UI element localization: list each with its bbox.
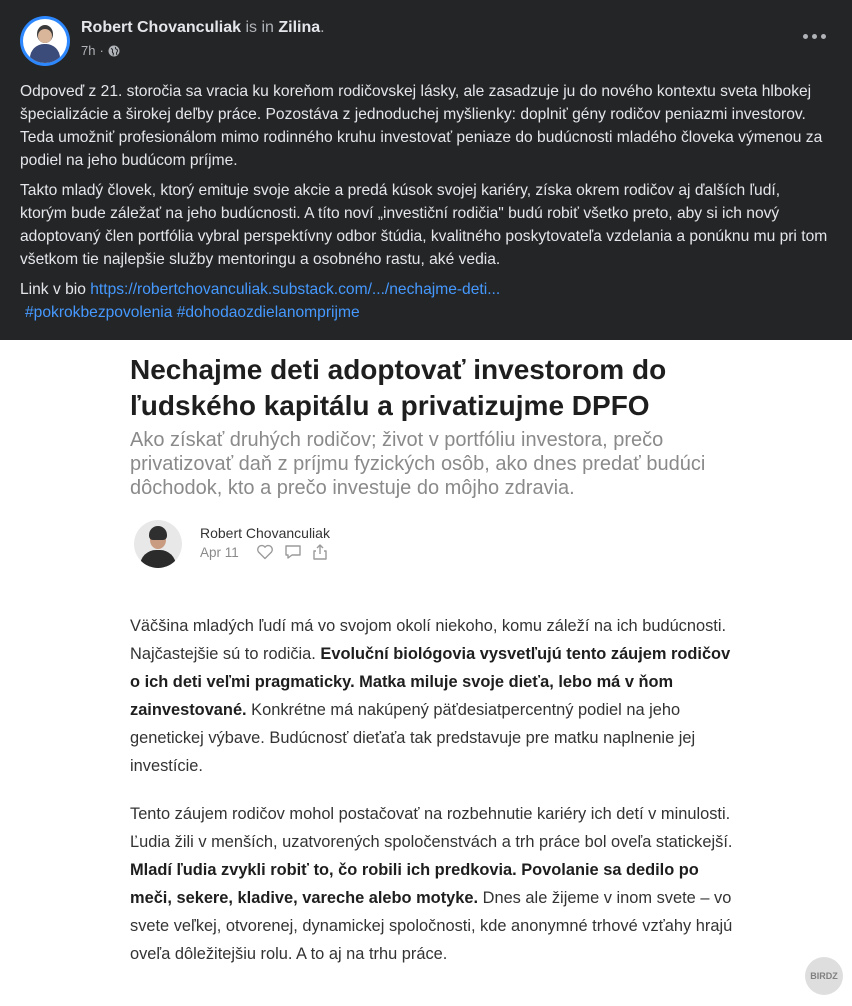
location-link[interactable]: Zilina bbox=[278, 19, 321, 36]
share-icon bbox=[312, 544, 328, 560]
globe-icon[interactable] bbox=[108, 45, 120, 57]
post-meta bbox=[81, 43, 120, 58]
article-author-avatar bbox=[134, 520, 182, 568]
more-options-button[interactable] bbox=[800, 28, 828, 44]
post-link-line bbox=[20, 278, 830, 324]
author-name[interactable]: Robert Chovanculiak bbox=[81, 19, 242, 36]
comment-icon bbox=[284, 544, 302, 560]
time-separator: · bbox=[99, 43, 104, 58]
article-actions bbox=[256, 544, 328, 560]
link-prefix: Link v bio bbox=[20, 281, 86, 298]
article-subtitle: Ako získať druhých rodičov; život v portfóliu investora, prečo privatizovať daň z príjmu fyzických osôb, ako dnes predať budúci dôchodok, kto a prečo investuje do môjho zdravia. bbox=[130, 429, 706, 499]
article-screenshot[interactable] bbox=[0, 340, 852, 1006]
post-header bbox=[0, 0, 852, 70]
article-bold-text: Evoluční biológovia vysvetľujú tento záujem rodičov o ich deti veľmi pragmaticky. Matka miluje svoje dieťa, lebo má v ňom zainvestované. bbox=[130, 645, 731, 719]
article-paragraph bbox=[130, 800, 740, 968]
article-text: Tento záujem rodičov mohol postačovať na rozbehnutie kariéry ich detí v minulosti. Ľudia žili v menších, uzatvorených spoločenstvách a trh práce bol oveľa statickejší. bbox=[130, 805, 733, 851]
location-suffix: . bbox=[320, 19, 325, 36]
article-date: Apr 11 bbox=[200, 545, 239, 560]
article-author: Robert Chovanculiak bbox=[200, 525, 330, 541]
article-text: Konkrétne má nakúpený päťdesiatpercentný podiel na jeho genetickej výbave. Budúcnosť dieťaťa tak predstavuje pre matku naplnenie jej investície. bbox=[130, 701, 696, 775]
author-avatar[interactable] bbox=[20, 16, 70, 66]
post-paragraph: Odpoveď z 21. storočia sa vracia ku koreňom rodičovskej lásky, ale zasadzuje ju do nového kontextu sveta hlbokej špecializácie a širokej deľby práce. Pozostáva z jednoduchej myšlienky: doplniť gény rodičov peniazmi investorov. Teda umožniť profesionálom mimo rodinného kruhu investovať peniaze do budúcnosti mladého človeka výmenou za podiel na jeho budúcom príjme. bbox=[20, 83, 823, 169]
hashtags[interactable]: #pokrokbezpovolenia #dohodaozdielanomprijme bbox=[25, 304, 360, 321]
post-paragraph: Takto mladý človek, ktorý emituje svoje akcie a predá kúsok svojej kariéry, získa okrem rodičov aj ďalších ľudí, ktorým bude záležať na jeho budúcnosti. A títo noví „investiční rodičia" budú robiť všetko preto, aby si ich nový adoptovaný člen portfólia vybral perspektívny odbor štúdia, kvalitného poskytovateľa vzdelania a ponúknu mu pri tom všetkom tie najlepšie služby mentoringu a osobného rastu, aké vedia. bbox=[20, 182, 828, 268]
heart-icon bbox=[256, 544, 274, 560]
article-bold-text: Mladí ľudia zvykli robiť to, čo robili ich predkovia. Povolanie sa dedilo po meči, sekere, kladive, vareche alebo motyke. bbox=[130, 861, 699, 907]
article-text: Väčšina mladých ľudí má vo svojom okolí niekoho, komu záleží na ich budúcnosti. Najčastejšie sú to rodičia. bbox=[130, 617, 727, 663]
article-title: Nechajme deti adoptovať investorom do ľudského kapitálu a privatizujme DPFO bbox=[130, 354, 667, 421]
article-byline bbox=[134, 520, 534, 570]
article-body bbox=[130, 612, 740, 988]
checkin-text: is in bbox=[245, 19, 274, 36]
post-time[interactable]: 7h bbox=[81, 43, 96, 58]
author-line bbox=[81, 19, 325, 37]
article-link[interactable]: https://robertchovanculiak.substack.com/.../nechajme-deti... bbox=[90, 281, 501, 298]
avatar-photo bbox=[23, 19, 67, 63]
more-horizontal-icon bbox=[803, 34, 808, 39]
post-text bbox=[20, 80, 830, 324]
watermark-logo: BIRDZ bbox=[805, 957, 843, 995]
article-paragraph bbox=[130, 612, 740, 780]
article-text: Dnes ale žijeme v inom svete – vo svete veľkej, otvorenej, dynamickej spoločnosti, kde anonymné trhové vzťahy hrajú oveľa dôležitejšiu rolu. A to aj na trhu práce. bbox=[130, 889, 733, 963]
